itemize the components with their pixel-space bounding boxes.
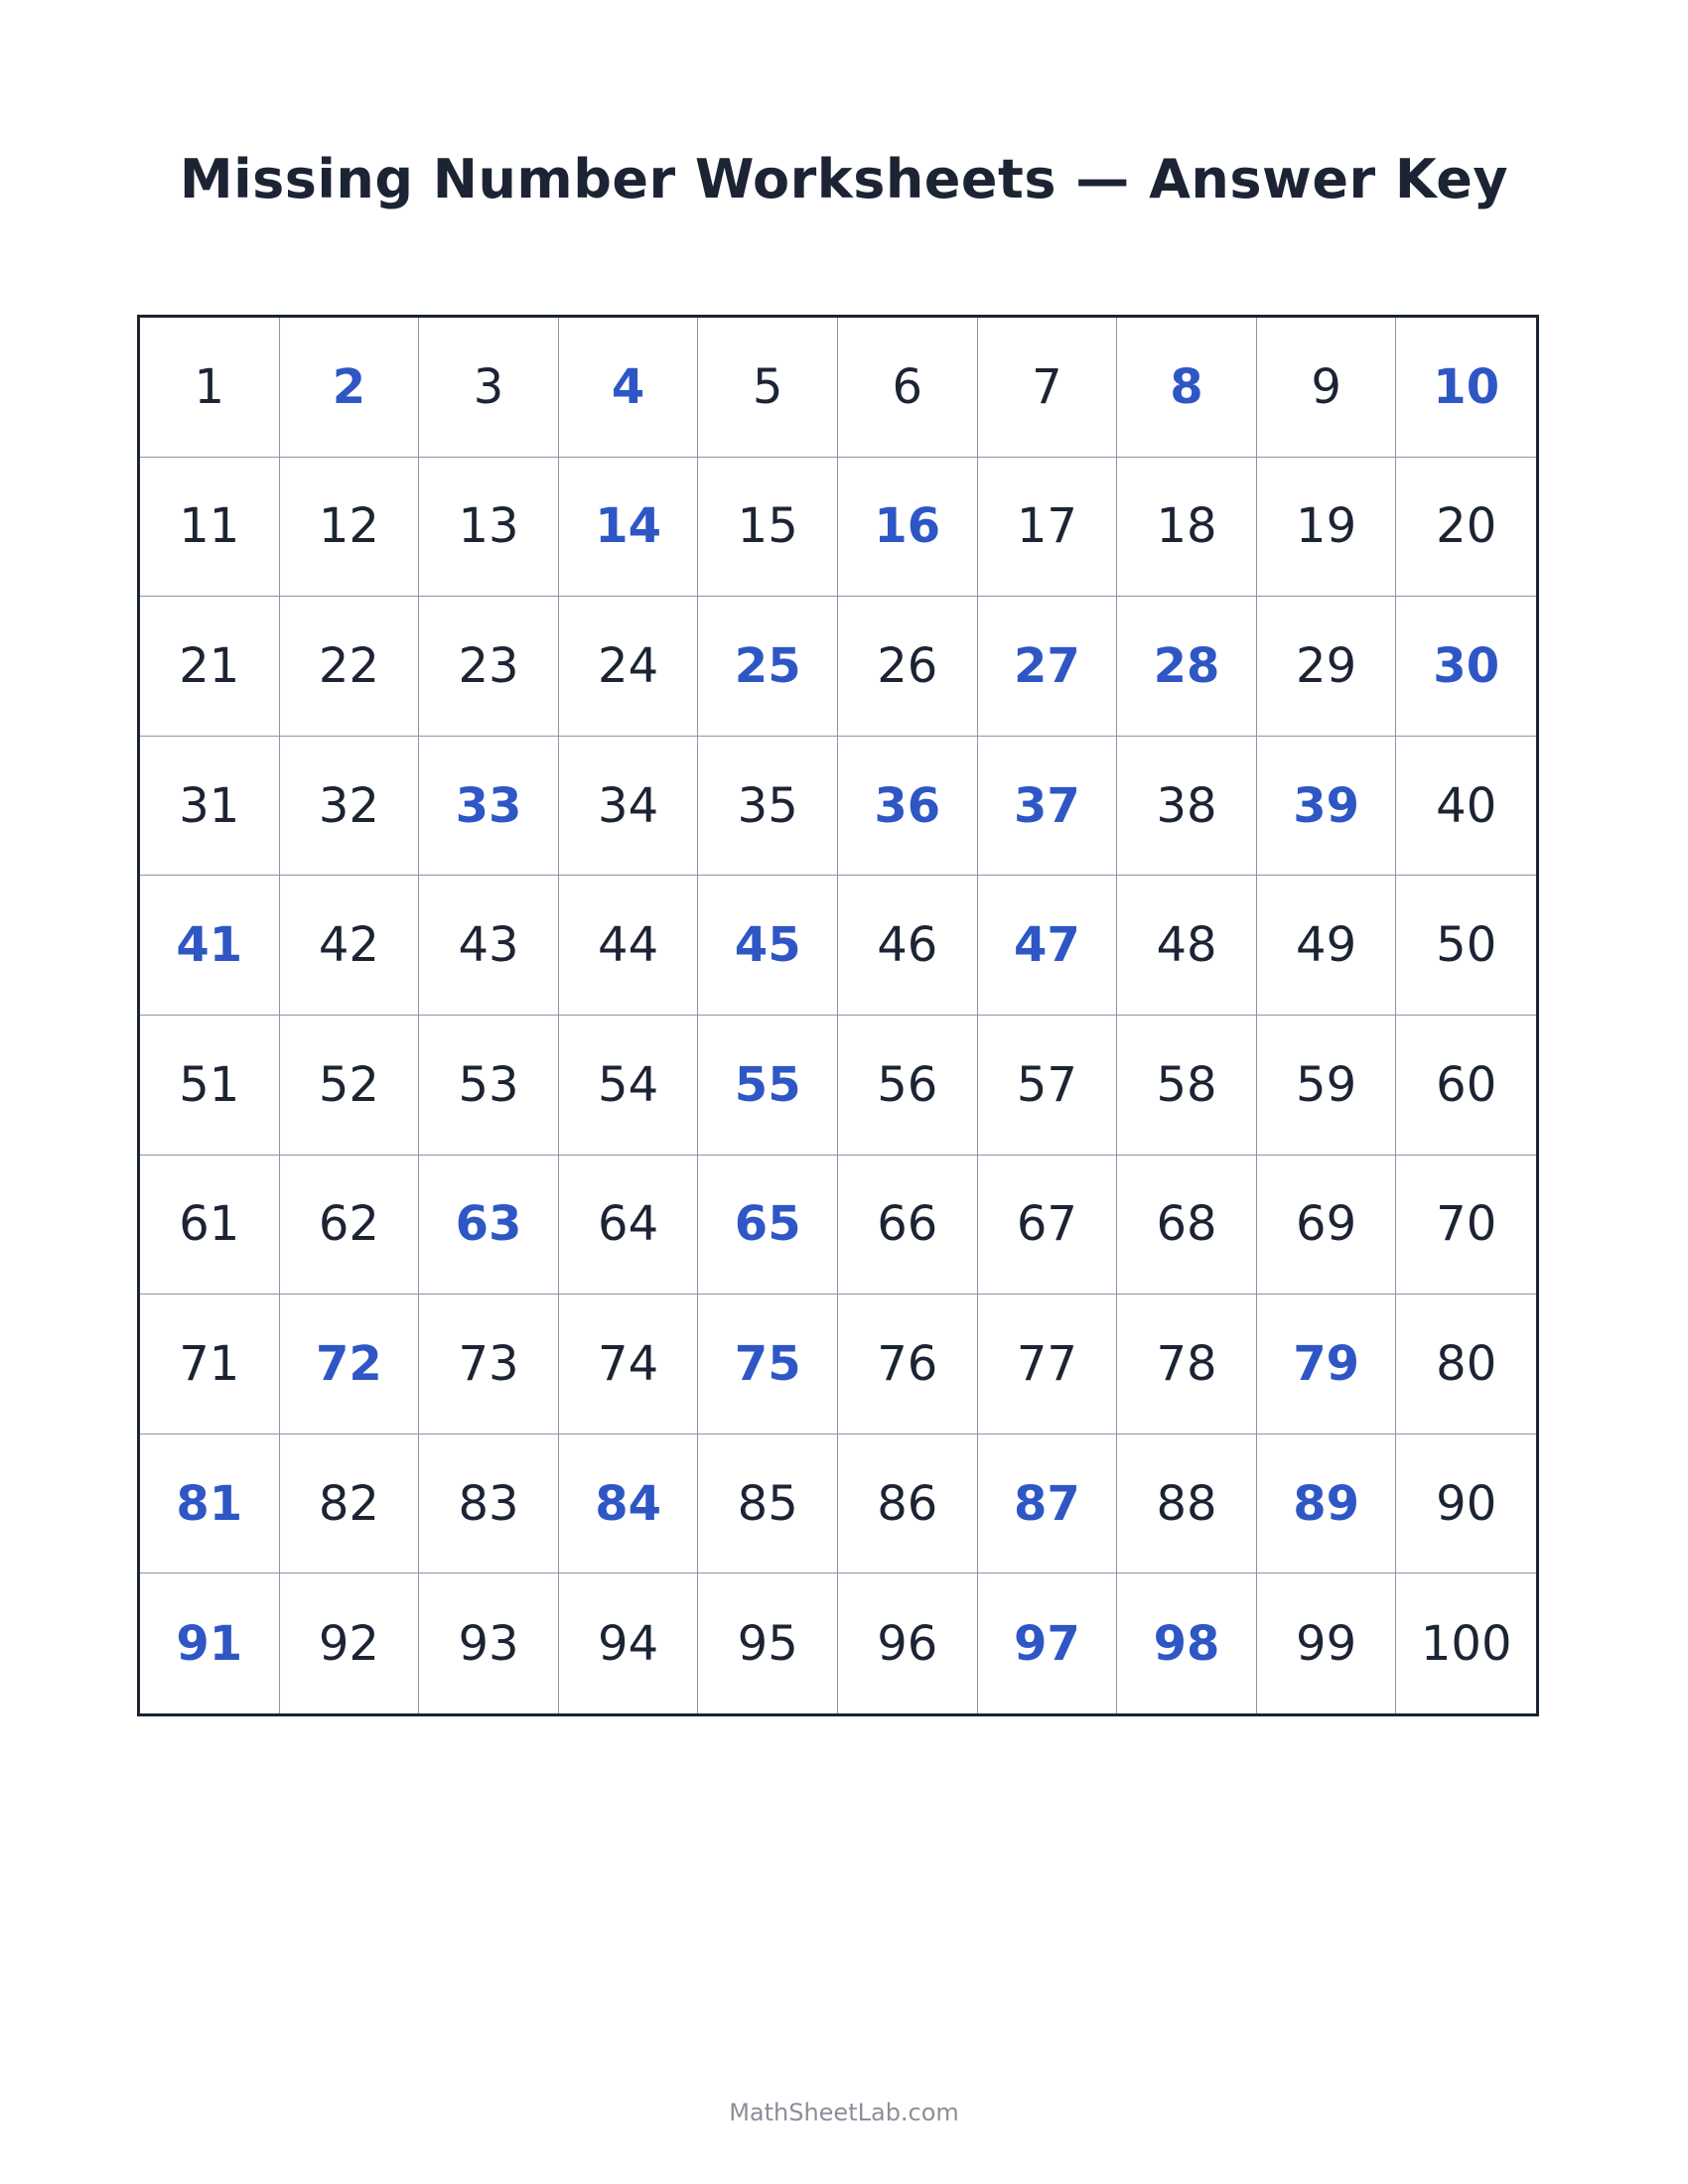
number-cell: 80 [1396, 1295, 1536, 1434]
answer-number-cell: 28 [1117, 597, 1257, 737]
number-cell: 11 [140, 458, 280, 598]
hundreds-chart-grid [137, 315, 1539, 1716]
answer-number-cell: 79 [1257, 1295, 1397, 1434]
answer-number-cell: 2 [280, 318, 420, 458]
answer-number-cell: 65 [698, 1156, 838, 1296]
number-cell: 77 [978, 1295, 1118, 1434]
number-cell: 85 [698, 1434, 838, 1574]
answer-number-cell: 4 [559, 318, 699, 458]
number-cell: 83 [419, 1434, 559, 1574]
answer-number-cell: 63 [419, 1156, 559, 1296]
number-cell: 70 [1396, 1156, 1536, 1296]
number-cell: 44 [559, 876, 699, 1016]
answer-number-cell: 72 [280, 1295, 420, 1434]
number-cell: 18 [1117, 458, 1257, 598]
number-cell: 67 [978, 1156, 1118, 1296]
number-cell: 58 [1117, 1016, 1257, 1156]
number-cell: 68 [1117, 1156, 1257, 1296]
number-cell: 21 [140, 597, 280, 737]
number-cell: 3 [419, 318, 559, 458]
number-cell: 93 [419, 1573, 559, 1713]
answer-number-cell: 55 [698, 1016, 838, 1156]
answer-number-cell: 33 [419, 737, 559, 877]
number-cell: 82 [280, 1434, 420, 1574]
answer-number-cell: 27 [978, 597, 1118, 737]
answer-number-cell: 97 [978, 1573, 1118, 1713]
number-cell: 64 [559, 1156, 699, 1296]
answer-number-cell: 89 [1257, 1434, 1397, 1574]
number-cell: 35 [698, 737, 838, 877]
number-cell: 86 [838, 1434, 978, 1574]
number-cell: 12 [280, 458, 420, 598]
number-cell: 74 [559, 1295, 699, 1434]
number-cell: 95 [698, 1573, 838, 1713]
answer-number-cell: 87 [978, 1434, 1118, 1574]
number-cell: 15 [698, 458, 838, 598]
footer-site-name: MathSheetLab.com [729, 2099, 959, 2126]
number-cell: 40 [1396, 737, 1536, 877]
number-cell: 23 [419, 597, 559, 737]
number-cell: 52 [280, 1016, 420, 1156]
number-cell: 90 [1396, 1434, 1536, 1574]
number-cell: 6 [838, 318, 978, 458]
answer-number-cell: 30 [1396, 597, 1536, 737]
answer-number-cell: 47 [978, 876, 1118, 1016]
number-cell: 32 [280, 737, 420, 877]
number-cell: 49 [1257, 876, 1397, 1016]
number-cell: 5 [698, 318, 838, 458]
number-cell: 73 [419, 1295, 559, 1434]
answer-number-cell: 16 [838, 458, 978, 598]
answer-number-cell: 81 [140, 1434, 280, 1574]
number-cell: 60 [1396, 1016, 1536, 1156]
number-cell: 31 [140, 737, 280, 877]
number-cell: 53 [419, 1016, 559, 1156]
number-cell: 22 [280, 597, 420, 737]
number-cell: 54 [559, 1016, 699, 1156]
number-cell: 57 [978, 1016, 1118, 1156]
number-cell: 43 [419, 876, 559, 1016]
answer-number-cell: 25 [698, 597, 838, 737]
number-cell: 69 [1257, 1156, 1397, 1296]
number-cell: 9 [1257, 318, 1397, 458]
number-cell: 99 [1257, 1573, 1397, 1713]
number-cell: 38 [1117, 737, 1257, 877]
number-cell: 20 [1396, 458, 1536, 598]
number-cell: 66 [838, 1156, 978, 1296]
answer-number-cell: 10 [1396, 318, 1536, 458]
number-cell: 24 [559, 597, 699, 737]
number-cell: 19 [1257, 458, 1397, 598]
number-cell: 71 [140, 1295, 280, 1434]
number-cell: 56 [838, 1016, 978, 1156]
number-cell: 88 [1117, 1434, 1257, 1574]
answer-number-cell: 91 [140, 1573, 280, 1713]
answer-number-cell: 98 [1117, 1573, 1257, 1713]
number-cell: 92 [280, 1573, 420, 1713]
number-cell: 94 [559, 1573, 699, 1713]
answer-number-cell: 36 [838, 737, 978, 877]
answer-number-cell: 14 [559, 458, 699, 598]
number-cell: 100 [1420, 1615, 1512, 1672]
page-title: Missing Number Worksheets — Answer Key [179, 148, 1509, 210]
number-cell: 76 [838, 1295, 978, 1434]
number-cell: 1 [140, 318, 280, 458]
number-cell: 48 [1117, 876, 1257, 1016]
number-cell: 96 [838, 1573, 978, 1713]
answer-number-cell: 37 [978, 737, 1118, 877]
number-cell: 59 [1257, 1016, 1397, 1156]
number-cell: 51 [140, 1016, 280, 1156]
answer-number-cell: 45 [698, 876, 838, 1016]
number-cell: 17 [978, 458, 1118, 598]
number-cell: 13 [419, 458, 559, 598]
number-cell: 34 [559, 737, 699, 877]
number-cell: 42 [280, 876, 420, 1016]
number-cell: 26 [838, 597, 978, 737]
number-cell: 50 [1396, 876, 1536, 1016]
answer-number-cell: 75 [698, 1295, 838, 1434]
number-cell: 61 [140, 1156, 280, 1296]
number-cell: 62 [280, 1156, 420, 1296]
number-cell: 7 [978, 318, 1118, 458]
number-cell: 78 [1117, 1295, 1257, 1434]
answer-number-cell: 39 [1257, 737, 1397, 877]
answer-number-cell: 8 [1117, 318, 1257, 458]
answer-number-cell: 41 [140, 876, 280, 1016]
answer-number-cell: 84 [559, 1434, 699, 1574]
number-cell: 29 [1257, 597, 1397, 737]
number-cell: 46 [838, 876, 978, 1016]
